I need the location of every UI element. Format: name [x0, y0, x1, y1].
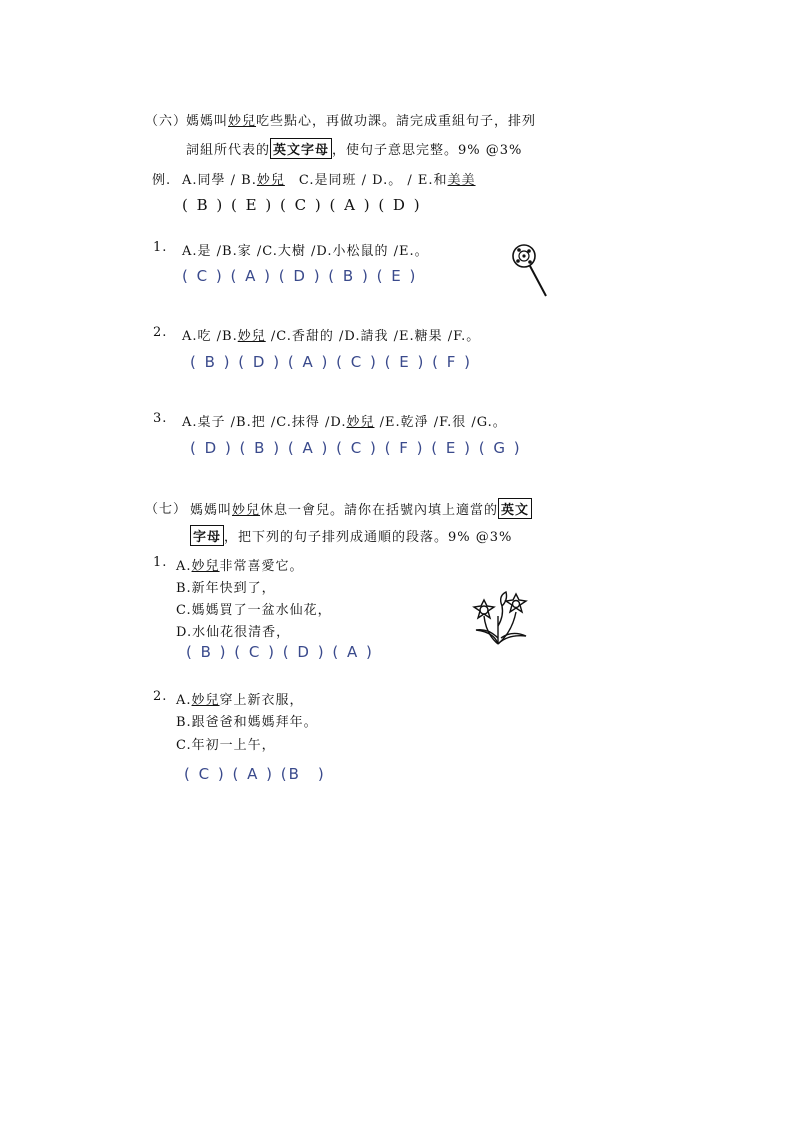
s6-q2-number: 2. — [153, 325, 168, 340]
s6-q1-phrases: A.是 /B.家 /C.大樹 /D.小松鼠的 /E.。 — [182, 244, 429, 259]
example-phrases: A.同學 / B. 妙兒 C.是同班 / D.。 / E.和 美美 — [182, 173, 476, 188]
s7-q2-sentence-a: A. 妙兒 穿上新衣服， — [176, 693, 304, 708]
boxed-letters-part-2: 字母 — [190, 525, 224, 546]
boxed-english-letters: 英文字母 — [270, 138, 332, 159]
s7-q1-sentence-d: D.水仙花很清香， — [176, 625, 291, 640]
s7-q2-sentence-b: B.跟爸爸和媽媽拜年。 — [176, 715, 318, 730]
name-miaoer: 妙兒 — [228, 114, 257, 129]
s7-q1-sentence-a: A. 妙兒 非常喜愛它。 — [176, 559, 304, 574]
boxed-english-part-1: 英文 — [498, 498, 532, 519]
lollipop-icon — [510, 240, 554, 300]
s7-q1-sentence-c: C.媽媽買了一盆水仙花， — [176, 603, 332, 618]
narcissus-flower-icon — [468, 586, 534, 646]
s7-q1-answer: ( B ) ( C ) ( D ) ( A ) — [186, 643, 374, 661]
s6-q2-phrases: A.吃 /B. 妙兒 /C.香甜的 /D.請我 /E.糖果 /F.。 — [182, 329, 481, 344]
s7-q2-answer: ( C ) ( A ) (B ) — [184, 765, 326, 783]
example-answer: ( B ) ( E ) ( C ) ( A ) ( D ) — [182, 196, 422, 214]
s6-q3-phrases: A.桌子 /B.把 /C.抹得 /D. 妙兒 /E.乾淨 /F.很 /G.。 — [182, 415, 507, 430]
s6-q1-number: 1. — [153, 240, 168, 255]
s7-q1-sentence-b: B.新年快到了， — [176, 581, 276, 596]
s7-q1-number: 1. — [153, 555, 168, 570]
s6-q2-answer: ( B ) ( D ) ( A ) ( C ) ( E ) ( F ) — [190, 353, 472, 371]
example-label: 例. — [152, 173, 172, 188]
s7-q2-number: 2. — [153, 689, 168, 704]
s6-q3-number: 3. — [153, 411, 168, 426]
section-7-heading: （七） — [145, 502, 188, 517]
section-6-intro-line-1: 媽媽叫 妙兒 吃些點心，再做功課。請完成重組句子，排列 — [186, 110, 576, 129]
s6-q3-answer: ( D ) ( B ) ( A ) ( C ) ( F ) ( E ) ( G ) — [190, 439, 522, 457]
section-6-intro-line-2: 詞組所代表的 英文字母 ，使句子意思完整。9% @3% — [186, 138, 522, 159]
section-6-heading: （六） — [145, 114, 188, 129]
s7-q2-sentence-c: C.年初一上午， — [176, 738, 276, 753]
section-7-intro-line-2: 字母 ，把下列的句子排列成通順的段落。9% @3% — [190, 525, 512, 546]
section-7-intro-line-1: 媽媽叫 妙兒 休息一會兒。請你在括號內填上適當的 英文 — [190, 498, 532, 519]
s6-q1-answer: ( C ) ( A ) ( D ) ( B ) ( E ) — [182, 267, 418, 285]
